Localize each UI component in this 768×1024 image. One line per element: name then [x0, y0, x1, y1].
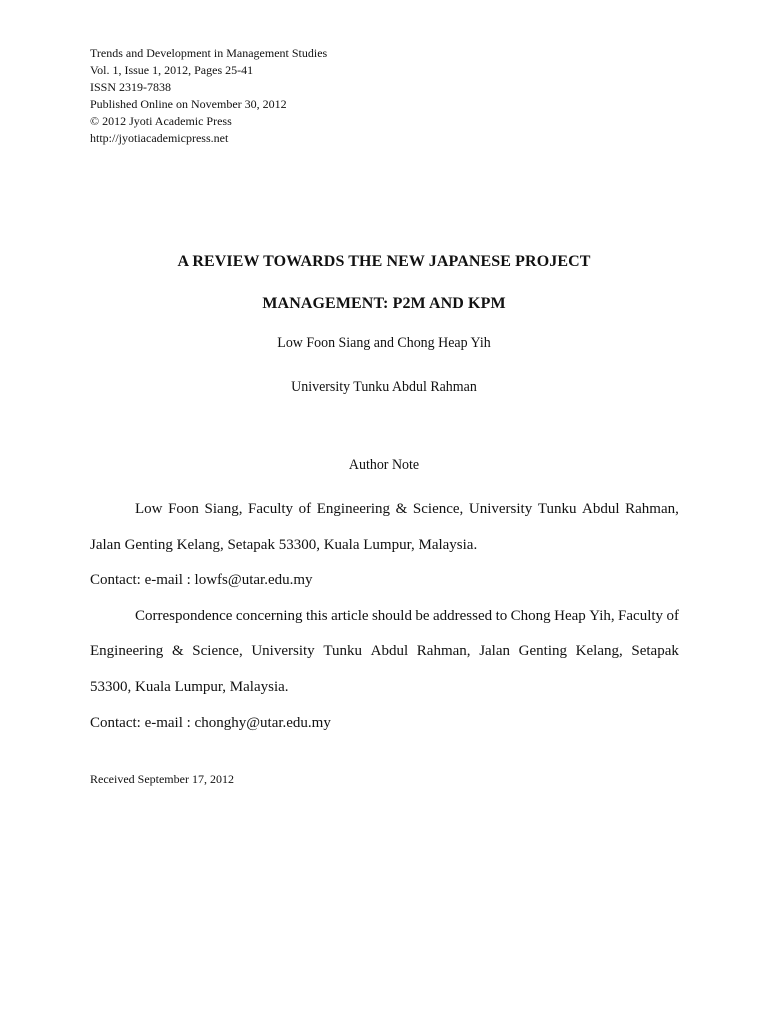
word: & — [171, 643, 184, 659]
word: & — [395, 501, 408, 517]
word: Science, — [412, 501, 464, 517]
word: Abdul — [582, 501, 620, 517]
word: this — [305, 608, 328, 624]
word: Jalan — [479, 643, 511, 659]
word: Siang, — [204, 501, 243, 517]
correspondence-line1 — [135, 608, 679, 625]
word: Tunku — [537, 501, 577, 517]
word: Abdul — [370, 643, 409, 659]
affiliation: University Tunku Abdul Rahman — [291, 379, 477, 395]
contact-email-2: Contact: e-mail : chonghy@utar.edu.my — [90, 715, 331, 731]
journal-name: Trends and Development in Management Studies — [90, 46, 328, 60]
word: to — [495, 608, 508, 624]
word: of — [666, 608, 679, 624]
contact-email-1: Contact: e-mail : lowfs@utar.edu.my — [90, 572, 313, 588]
journal-header — [90, 45, 327, 147]
copyright: © 2012 Jyoti Academic Press — [90, 114, 232, 128]
word: Faculty — [618, 608, 664, 624]
word: Heap — [554, 608, 586, 624]
word: be — [415, 608, 430, 624]
word: Engineering — [316, 501, 391, 517]
word: addressed — [433, 608, 493, 624]
word: Kelang, — [575, 643, 623, 659]
word: Chong — [510, 608, 551, 624]
word: of — [298, 501, 312, 517]
author-note-heading: Author Note — [348, 457, 420, 473]
author-note-para1-line1 — [135, 501, 679, 518]
authors: Low Foon Siang and Chong Heap Yih — [277, 335, 491, 351]
word: University — [251, 643, 315, 659]
word: article — [331, 608, 369, 624]
word: Genting — [518, 643, 567, 659]
word: Science, — [192, 643, 243, 659]
word: should — [371, 608, 412, 624]
word: concerning — [235, 608, 303, 624]
word: Foon — [168, 501, 199, 517]
word: Rahman, — [625, 501, 679, 517]
paper-title-line-1: A REVIEW TOWARDS THE NEW JAPANESE PROJECT — [177, 253, 591, 270]
word: Faculty — [248, 501, 294, 517]
word: Rahman, — [416, 643, 471, 659]
paper-title-line-2: MANAGEMENT: P2M AND KPM — [262, 295, 506, 312]
word: Engineering — [90, 643, 164, 659]
word: Yih, — [589, 608, 615, 624]
word: Setapak — [631, 643, 679, 659]
word: Tunku — [323, 643, 362, 659]
word: Low — [135, 501, 163, 517]
word: Correspondence — [135, 608, 233, 624]
correspondence-line3: 53300, Kuala Lumpur, Malaysia. — [90, 679, 289, 695]
journal-volume: Vol. 1, Issue 1, 2012, Pages 25-41 — [90, 63, 254, 77]
journal-url: http://jyotiacademicpress.net — [90, 131, 229, 145]
word: University — [468, 501, 533, 517]
correspondence-line2 — [90, 643, 679, 660]
received-date: Received September 17, 2012 — [90, 772, 234, 786]
author-note-para1-line2: Jalan Genting Kelang, Setapak 53300, Kuala Lumpur, Malaysia. — [90, 537, 478, 553]
journal-issn: ISSN 2319-7838 — [90, 80, 172, 94]
published-date: Published Online on November 30, 2012 — [90, 97, 287, 111]
